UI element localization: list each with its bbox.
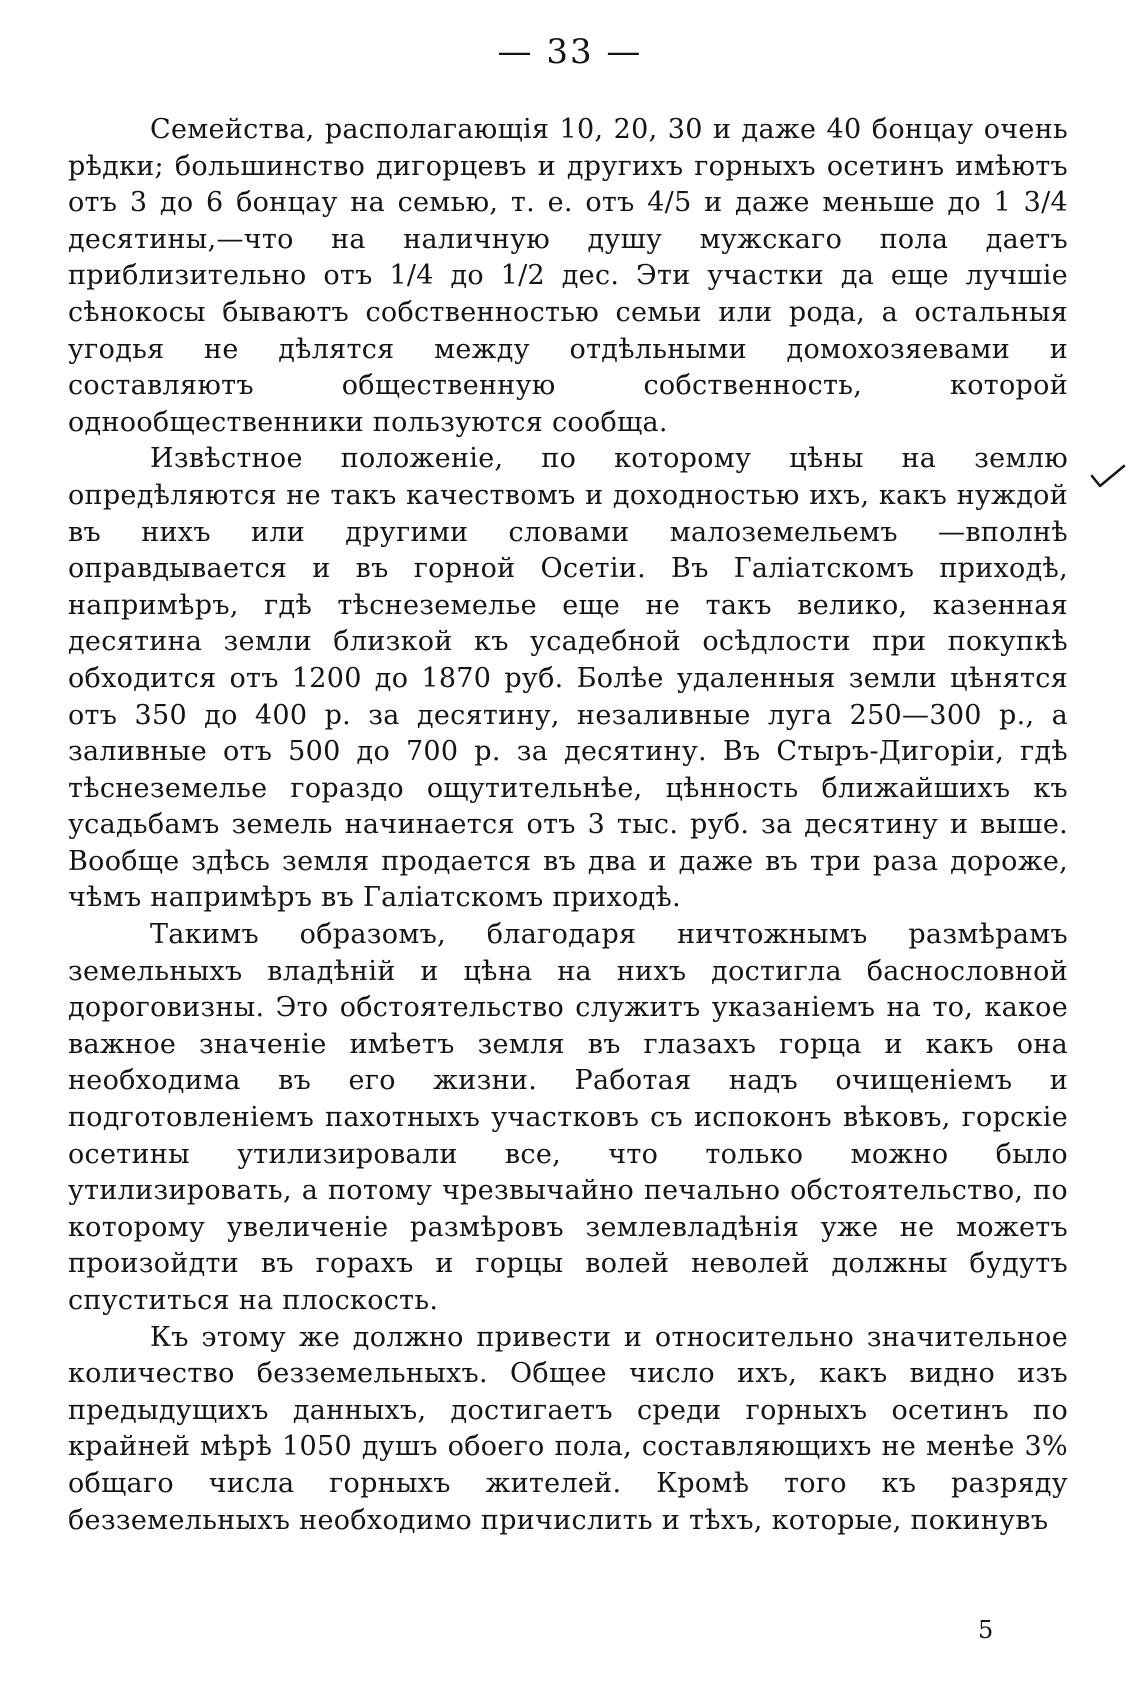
paragraph-2: Извѣстное положеніе, по которому цѣны на землю опредѣляются не такъ качествомъ и доходностью ихъ, какъ нуждой въ нихъ или другими словами малоземельемъ —вполнѣ оправдывается и въ горной Осетіи. Въ Галіатскомъ приходѣ, напримѣръ, гдѣ тѣснеземелье еще не такъ велико, казенная десятина земли близкой къ усадебной осѣдлости при покупкѣ обходится отъ 1200 до 1870 руб. Болѣе удаленныя земли цѣнятся отъ 350 до 400 р. за десятину, незаливные луга 250—300 р., а заливные отъ 500 до 700 р. за десятину. Въ Стыръ-Дигоріи, гдѣ тѣснеземелье гораздо ощутительнѣе, цѣнность ближайшихъ къ усадьбамъ земель начинается отъ 3 тыс. руб. за десятину и выше. Вообще здѣсь земля продается въ два и даже въ три раза дороже, чѣмъ напримѣръ въ Галіатскомъ приходѣ. <box>68 443 1068 914</box>
paragraph-1: Семейства, располагающія 10, 20, 30 и даже 40 бонцау очень рѣдки; большинство дигорцевъ и другихъ горныхъ осетинъ имѣютъ отъ 3 до 6 бонцау на семью, т. е. отъ 4/5 и даже меньше до 1 3/4 десятины,—что на наличную душу мужскаго пола даетъ приблизительно отъ 1/4 до 1/2 дес. Эти участки да еще лучшіе сѣнокосы бываютъ собственностью семьи или рода, а остальныя угодья не дѣлятся между отдѣльными домохозяевами и составляютъ общественную собственность, которой однообщественники пользуются сообща. <box>68 114 1068 438</box>
check-mark-icon <box>1088 462 1128 492</box>
paragraph-3: Такимъ образомъ, благодаря ничтожнымъ размѣрамъ земельныхъ владѣній и цѣна на нихъ достигла баснословной дороговизны. Это обстоятельство служитъ указаніемъ на то, какое важное значеніе имѣетъ земля въ глазахъ горца и какъ она необходима въ его жизни. Работая надъ очищеніемъ и подготовленіемъ пахотныхъ участковъ съ испоконъ вѣковъ, горскіе осетины утилизировали все, что только можно было утилизировать, а потому чрезвычайно печально обстоятельство, по которому увеличеніе размѣровъ землевладѣнія уже не можетъ произойдти въ горахъ и горцы волей неволей должны будутъ спуститься на плоскость. <box>68 919 1068 1316</box>
signature-mark: 5 <box>978 1616 994 1644</box>
page-number: — 33 — <box>497 32 643 72</box>
body-text <box>68 112 1068 1539</box>
paragraph-4: Къ этому же должно привести и относительно значительное количество безземельныхъ. Общее число ихъ, какъ видно изъ предыдущихъ данныхъ, достигаетъ среди горныхъ осетинъ по крайней мѣрѣ 1050 душъ обоего пола, составляющихъ не менѣе 3% общаго числа горныхъ жителей. Кромѣ того къ разряду безземельныхъ необходимо причислить и тѣхъ, которые, покинувъ <box>68 1321 1068 1536</box>
